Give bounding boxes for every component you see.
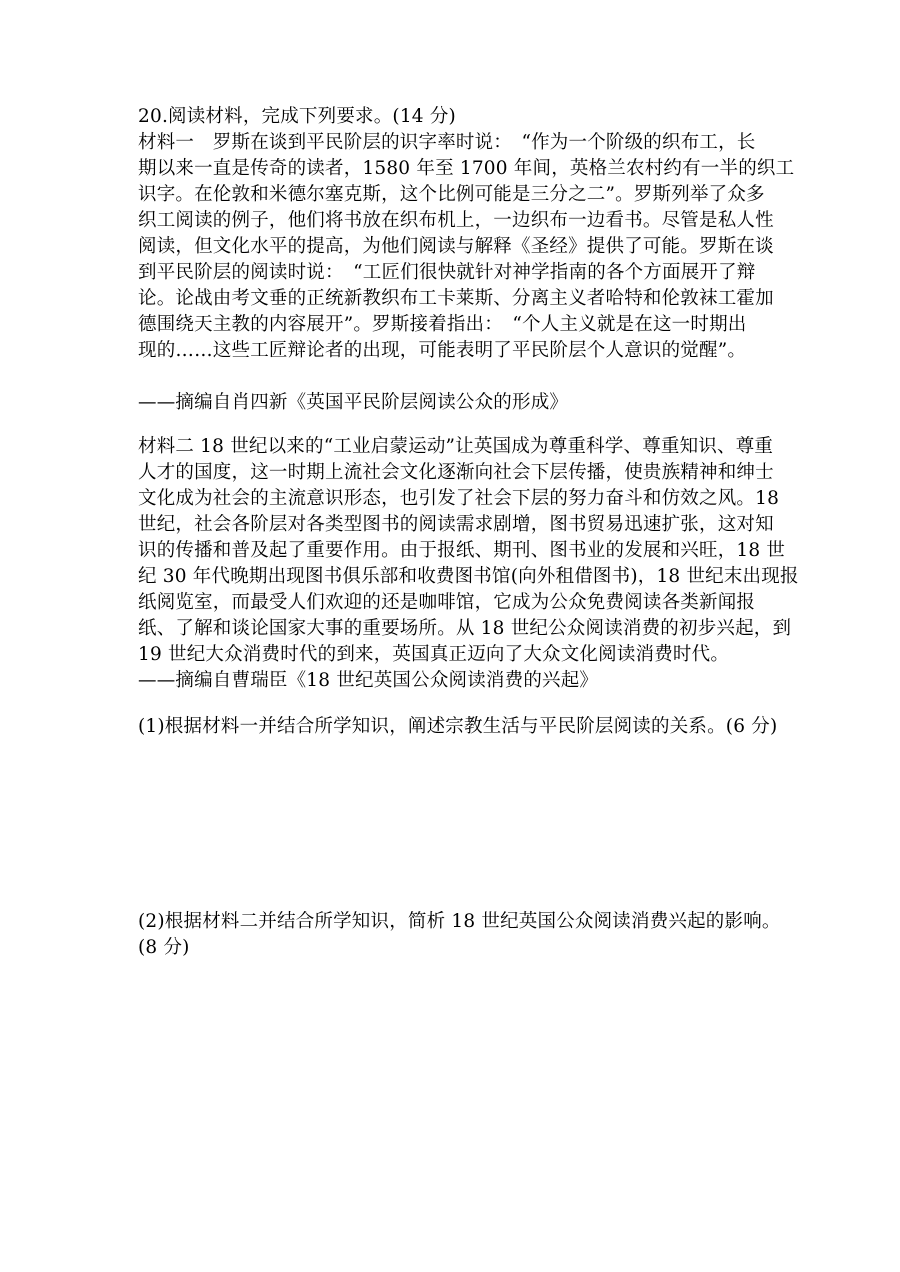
material-two-line: 纸、了解和谈论国家大事的重要场所。从 18 世纪公众阅读消费的初步兴起，到: [138, 618, 792, 639]
sub-question-1: (1)根据材料一并结合所学知识，阐述宗教生活与平民阶层阅读的关系。(6 分): [138, 716, 778, 737]
material-two-line: 纪 30 年代晚期出现图书俱乐部和收费图书馆(向外租借图书)，18 世纪末出现报: [138, 566, 799, 587]
sub-question-2-score: (8 分): [138, 937, 190, 958]
material-one-line: 期以来一直是传奇的读者，1580 年至 1700 年间，英格兰农村约有一半的织工: [138, 158, 795, 179]
material-two-line: 世纪，社会各阶层对各类型图书的阅读需求剧增，图书贸易迅速扩张，这对知: [138, 514, 774, 535]
material-one-source: ——摘编自肖四新《英国平民阶层阅读公众的形成》: [138, 392, 569, 413]
material-one-line: 材料一 罗斯在谈到平民阶层的识字率时说： “作为一个阶级的织布工，长: [138, 132, 756, 153]
material-two-line: 纸阅览室，而最受人们欢迎的还是咖啡馆，它成为公众免费阅读各类新闻报: [138, 592, 756, 613]
material-two-line: 文化成为社会的主流意识形态，也引发了社会下层的努力奋斗和仿效之风。18: [138, 488, 780, 509]
material-two-source: ——摘编自曹瑞臣《18 世纪英国公众阅读消费的兴起》: [138, 670, 599, 691]
material-two-line: 识的传播和普及起了重要作用。由于报纸、期刊、图书业的发展和兴旺，18 世: [138, 540, 786, 561]
material-two-line: 19 世纪大众消费时代的到来，英国真正迈向了大众文化阅读消费时代。: [138, 644, 730, 665]
material-two-line: 人才的国度，这一时期上流社会文化逐渐向社会下层传播，使贵族精神和绅士: [138, 462, 774, 483]
material-one-line: 德围绕天主教的内容展开”。罗斯接着指出： “个人主义就是在这一时期出: [138, 314, 747, 335]
question-header: 20.阅读材料，完成下列要求。(14 分): [138, 106, 456, 127]
material-one-line: 到平民阶层的阅读时说： “工匠们很快就针对神学指南的各个方面展开了辩: [138, 262, 756, 283]
material-one-line: 阅读，但文化水平的提高，为他们阅读与解释《圣经》提供了可能。罗斯在谈: [138, 236, 774, 257]
material-two-line: 材料二 18 世纪以来的“工业启蒙运动”让英国成为尊重科学、尊重知识、尊重: [138, 436, 774, 457]
material-one-line: 织工阅读的例子，他们将书放在织布机上，一边织布一边看书。尽管是私人性: [138, 210, 774, 231]
material-one-line: 论。论战由考文垂的正统新教织布工卡莱斯、分离主义者哈特和伦敦袜工霍加: [138, 288, 774, 309]
material-one-line: 现的……这些工匠辩论者的出现，可能表明了平民阶层个人意识的觉醒”。: [138, 340, 747, 361]
material-one-line: 识字。在伦敦和米德尔塞克斯，这个比例可能是三分之二”。罗斯列举了众多: [138, 184, 765, 205]
sub-question-2: (2)根据材料二并结合所学知识，简析 18 世纪英国公众阅读消费兴起的影响。: [138, 911, 781, 932]
